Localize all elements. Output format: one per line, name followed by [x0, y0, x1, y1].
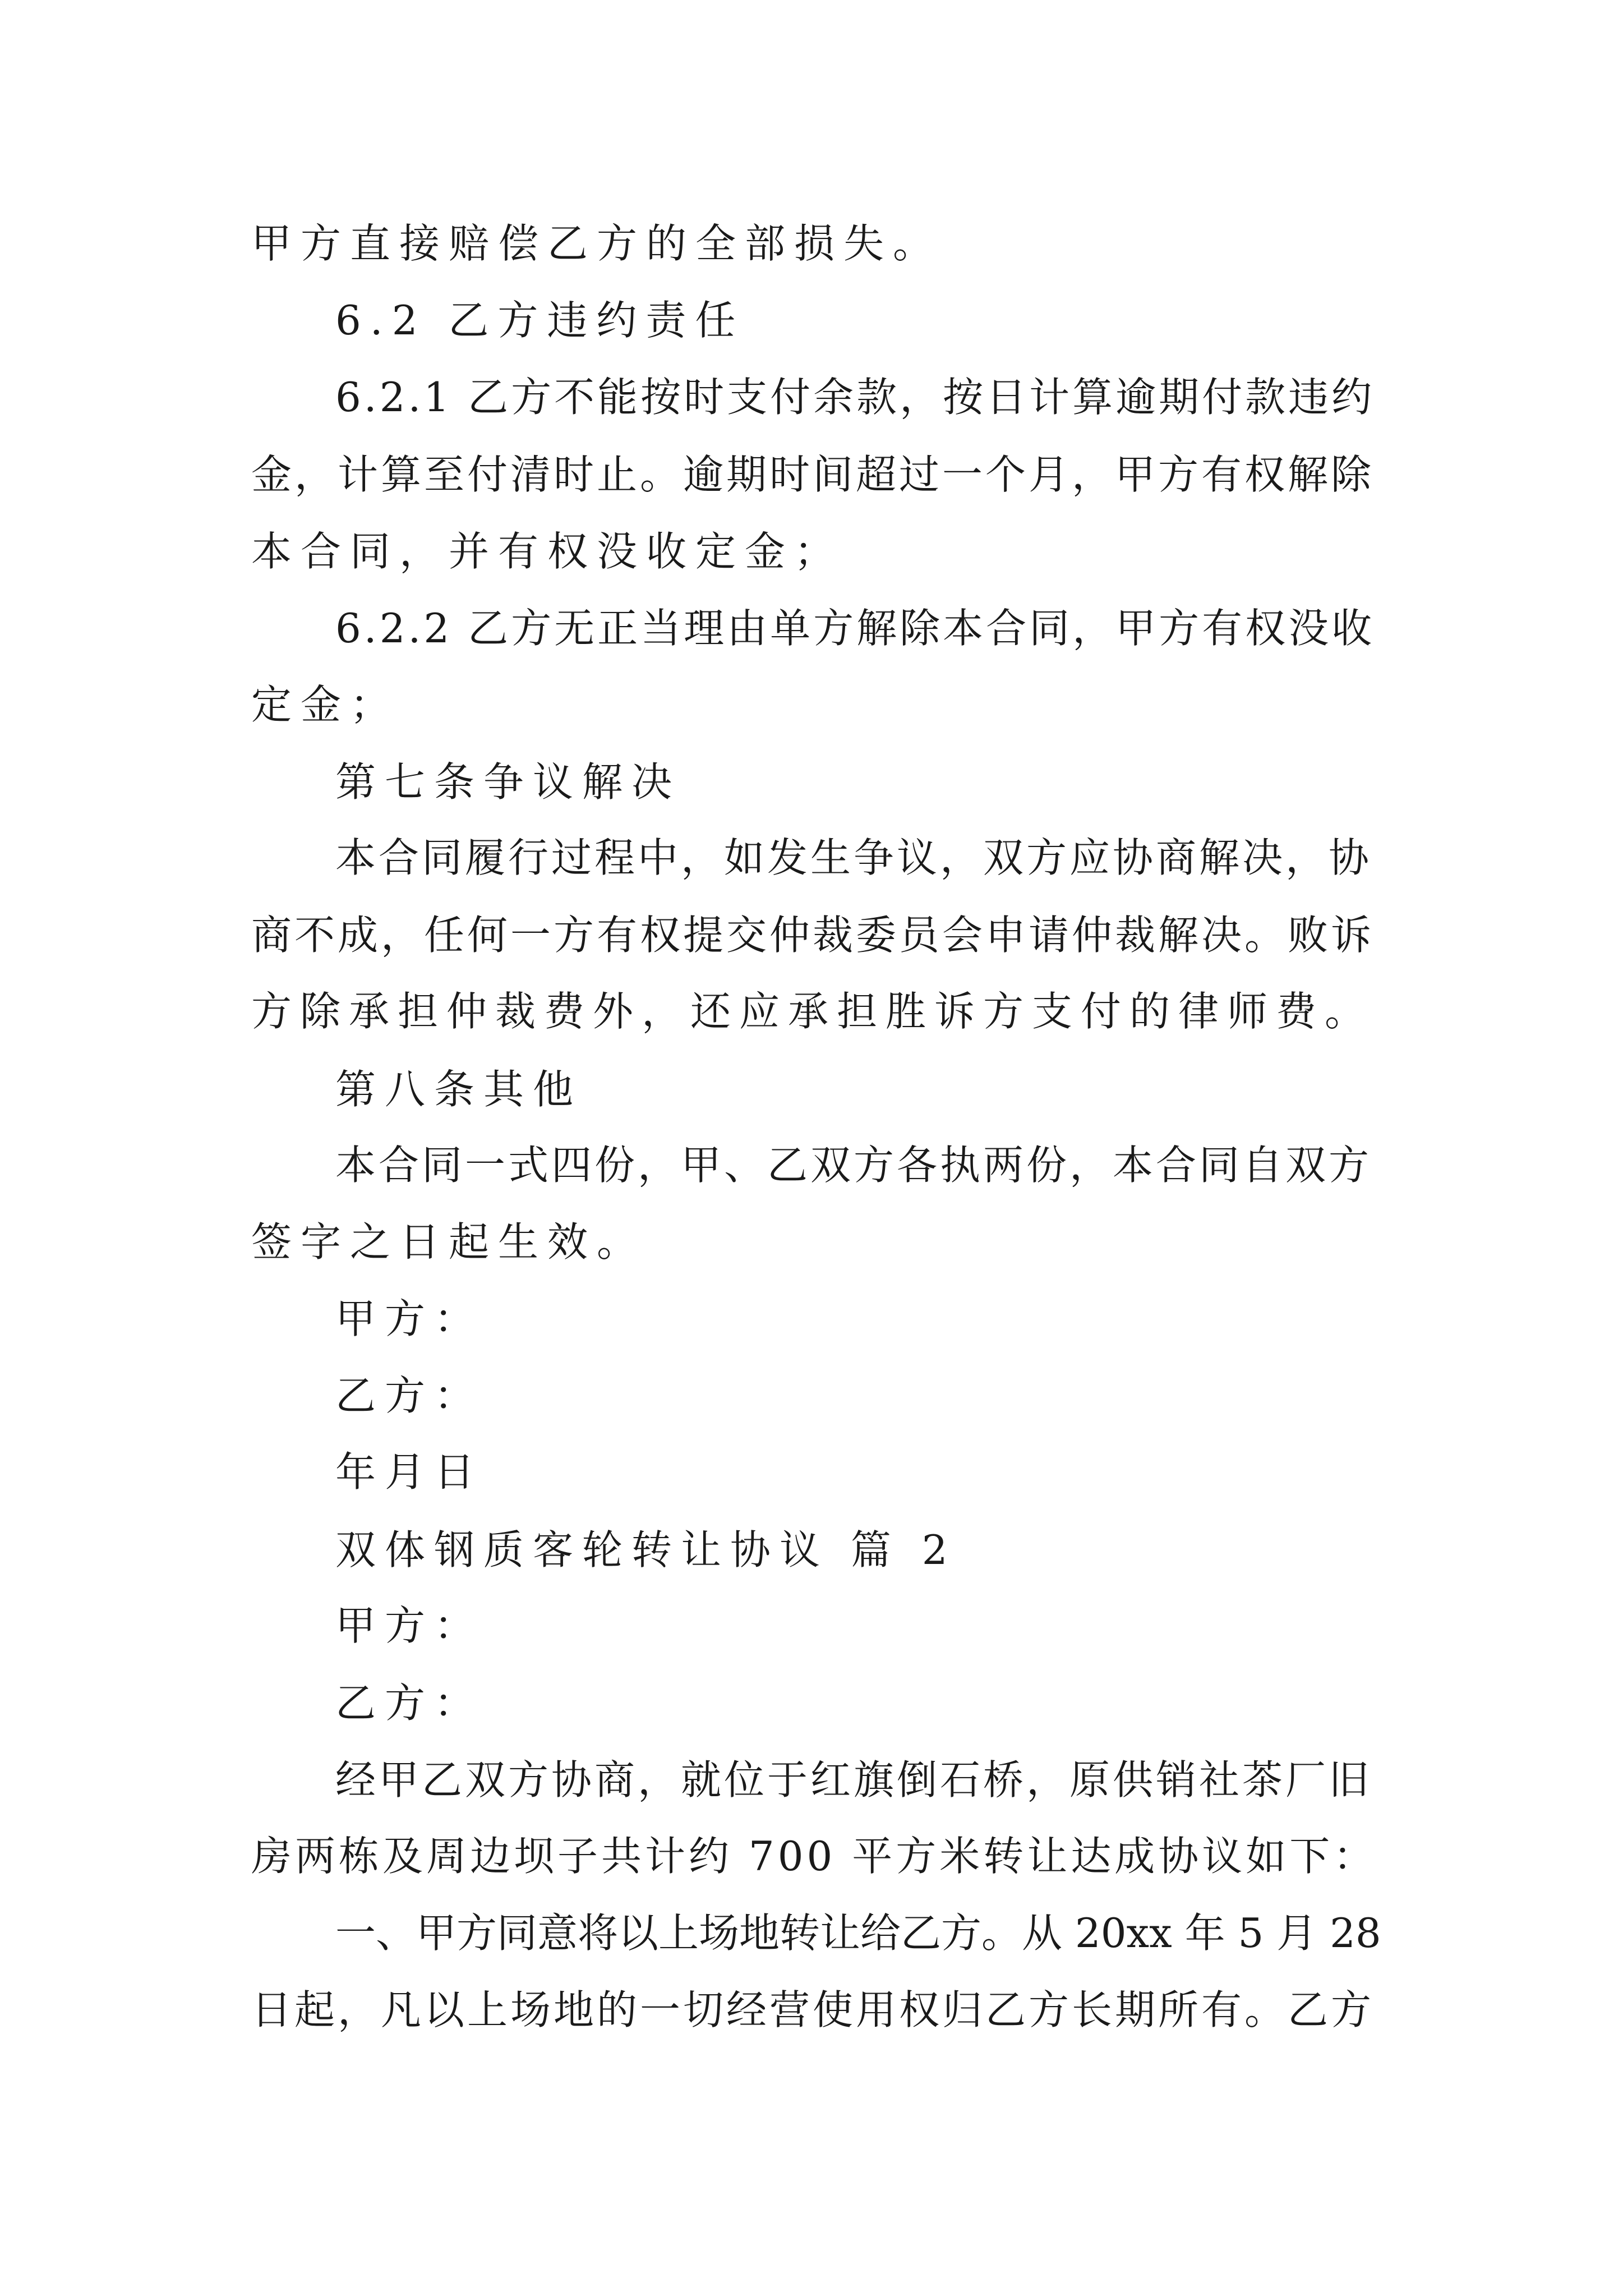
paragraph-text-line: 经甲乙双方协商，就位于红旗倒石桥，原供销社茶厂旧 — [335, 1756, 1372, 1803]
party-a-label: 甲方： — [335, 1602, 484, 1649]
clause-text-line: 6.2.2 乙方无正当理由单方解除本合同，甲方有权没收 — [335, 605, 1375, 652]
body-text-line: 商不成，任何一方有权提交仲裁委员会申请仲裁解决。败诉 — [251, 912, 1375, 959]
document-title: 双体钢质客轮转让协议 篇 2 — [335, 1526, 957, 1573]
body-text-line: 日起，凡以上场地的一切经营使用权归乙方长期所有。乙方 — [251, 1986, 1375, 2033]
body-text-line: 方除承担仲裁费外，还应承担胜诉方支付的律师费。 — [251, 988, 1374, 1035]
body-text-line: 定金； — [251, 681, 400, 728]
body-text-line: 房两栋及周边坝子共计约 700 平方米转让达成协议如下： — [251, 1833, 1377, 1880]
body-text-line: 金，计算至付清时止。逾期时间超过一个月，甲方有权解除 — [251, 451, 1375, 498]
body-text-line: 甲方直接赔偿乙方的全部损失。 — [251, 220, 943, 267]
body-text-line: 本合同，并有权没收定金； — [251, 528, 844, 575]
paragraph-text-line: 本合同一式四份，甲、乙双方各执两份，本合同自双方 — [335, 1142, 1372, 1189]
paragraph-text-line: 一、甲方同意将以上场地转让给乙方。从 20xx 年 5 月 28 — [335, 1910, 1381, 1957]
clause-text-line: 6.2.1 乙方不能按时支付余款，按日计算逾期付款违约 — [335, 374, 1375, 421]
paragraph-text-line: 本合同履行过程中，如发生争议，双方应协商解决，协 — [335, 834, 1372, 881]
body-text-line: 签字之日起生效。 — [251, 1218, 647, 1266]
party-b-label: 乙方： — [335, 1680, 484, 1727]
article-heading: 第七条争议解决 — [335, 758, 681, 806]
article-heading: 第八条其他 — [335, 1066, 583, 1113]
party-b-label: 乙方： — [335, 1372, 484, 1419]
section-heading: 6.2 乙方违约责任 — [335, 297, 745, 344]
date-line: 年月日 — [335, 1448, 484, 1496]
party-a-label: 甲方： — [335, 1295, 484, 1342]
